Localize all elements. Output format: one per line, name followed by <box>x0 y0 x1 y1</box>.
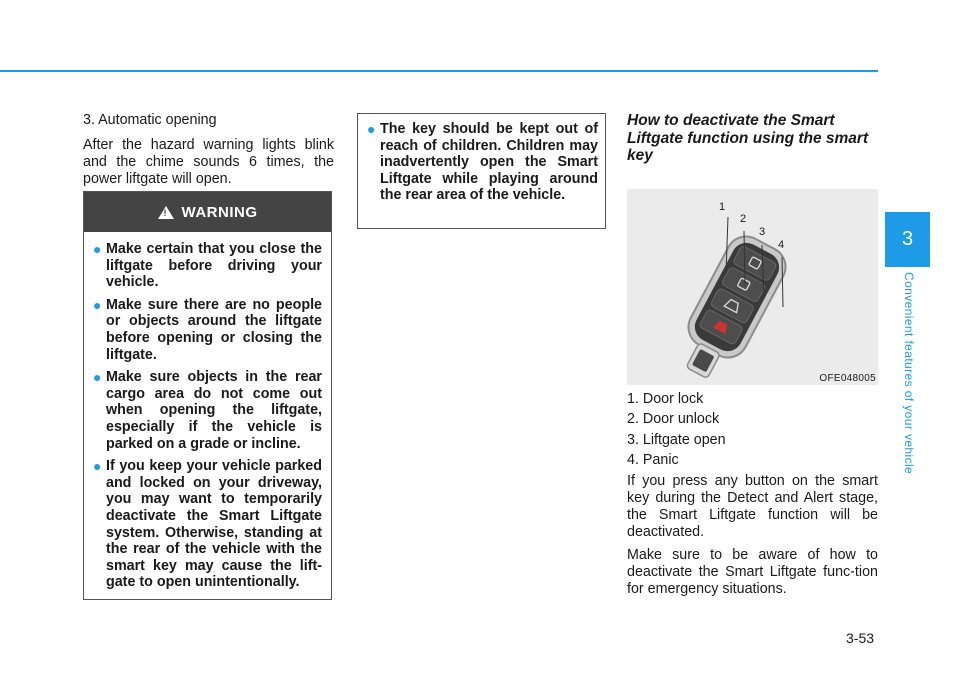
bullet-icon: ● <box>93 241 102 257</box>
smart-key-figure <box>627 189 878 385</box>
callout-3: 3 <box>759 225 766 238</box>
caution-item: ● The key should be kept out of reach of children. Children may inadvertently open the Smart Liftgate while playing around the rear area of the vehicle. <box>367 121 598 204</box>
caution-list <box>358 114 605 204</box>
button-list-item: 3. Liftgate open <box>627 431 726 448</box>
page-number: 3-53 <box>846 630 875 646</box>
callout-1: 1 <box>719 200 726 213</box>
right-column <box>627 112 878 604</box>
deactivate-paragraph: If you press any button on the smart key during the Detect and Alert stage, the Smart Liftgate function will be deactivated. <box>627 472 878 540</box>
warning-header <box>84 192 331 232</box>
left-column <box>83 112 334 196</box>
button-list-item: 2. Door unlock <box>627 411 720 427</box>
caution-box <box>357 113 606 229</box>
chapter-tab <box>885 212 930 267</box>
awareness-paragraph: Make sure to be aware of how to deactivate the Smart Liftgate func-tion for emergency situations. <box>627 546 878 597</box>
automatic-opening-text: After the hazard warning lights blink and the chime sounds 6 times, the power liftgate will open. <box>83 137 334 187</box>
warning-item: ● Make sure objects in the rear cargo area do not come out when opening the liftgate, especially if the vehicle is parked on a grade or incline. <box>93 369 322 452</box>
chapter-title-vertical <box>900 272 917 497</box>
warning-item: ● Make certain that you close the liftgate before driving your vehicle. <box>93 241 322 291</box>
smart-key-illustration <box>627 189 878 385</box>
bullet-icon: ● <box>367 121 376 137</box>
bullet-icon: ● <box>93 296 102 313</box>
callout-4: 4 <box>778 238 785 251</box>
warning-list <box>84 232 331 591</box>
callout-2: 2 <box>740 212 747 225</box>
section-heading: How to deactivate the Smart Liftgate function using the smart key <box>627 112 869 164</box>
bullet-icon: ● <box>93 369 102 386</box>
button-list-item: 4. Panic <box>627 452 679 468</box>
figure-code: OFE048005 <box>819 372 876 384</box>
chapter-title: Convenient features of your vehicle <box>902 272 916 475</box>
warning-item: ● Make sure there are no people or objects around the liftgate before opening or closing the liftgate. <box>93 296 322 363</box>
header-rule <box>0 70 878 72</box>
automatic-opening-title: 3. Automatic opening <box>83 112 217 128</box>
warning-box <box>83 191 332 600</box>
chapter-number: 3 <box>901 228 914 250</box>
warning-header-text: WARNING <box>181 203 258 221</box>
bullet-icon: ● <box>93 458 102 475</box>
warning-triangle-icon <box>158 206 174 219</box>
warning-item: ● If you keep your vehicle parked and locked on your driveway, you may want to temporarily deactivate the Smart Liftgate system. Otherwise, standing at the rear of the vehicle with the smart key may cause the lift-gate to open unintentionally. <box>93 458 322 591</box>
button-list-item: 1. Door lock <box>627 390 704 407</box>
